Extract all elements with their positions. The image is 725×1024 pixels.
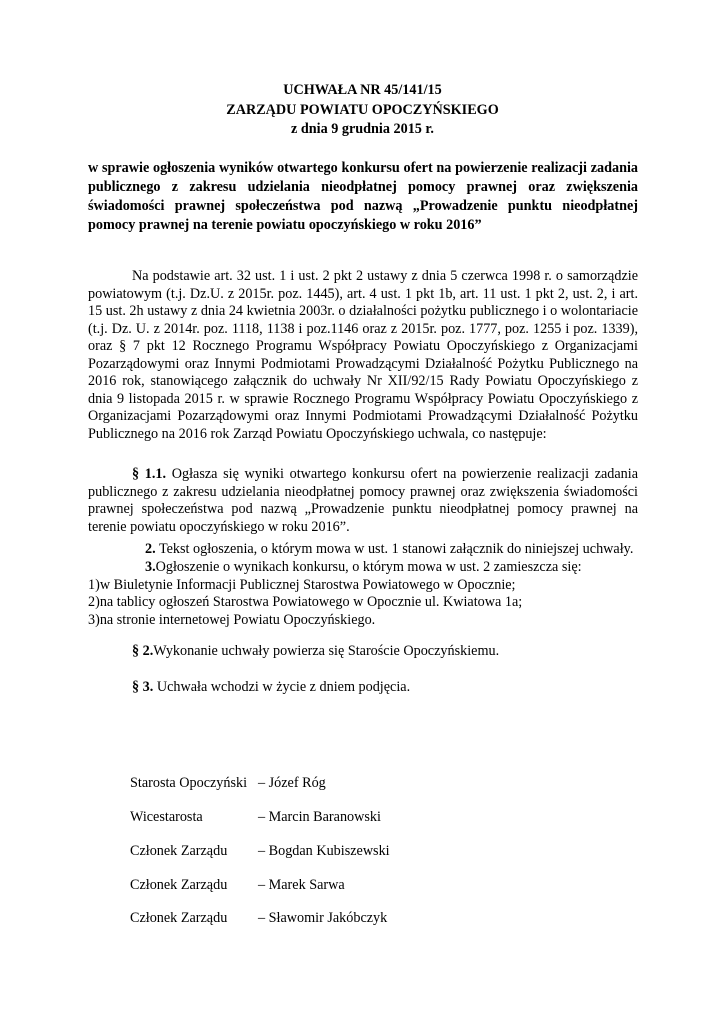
section-2-paragraph [88, 643, 692, 660]
list-item: 1)w Biuletynie Informacji Publicznej Starostwa Powiatowego w Opocznie; [88, 577, 516, 593]
section-3-text: Uchwała wchodzi w życie z dniem podjęcia. [156, 679, 411, 695]
section-2-text: Wykonanie uchwały powierza się Staroście Opoczyńskiemu. [153, 643, 500, 659]
signature-role: Członek Zarządu [130, 843, 228, 859]
signature-name: – Józef Róg [258, 775, 326, 791]
section-3-label: § 3. [132, 679, 154, 695]
resolution-number: UCHWAŁA NR 45/141/15 [283, 82, 442, 98]
issuing-body: ZARZĄDU POWIATU OPOCZYŃSKIEGO [226, 102, 499, 118]
signature-name: – Sławomir Jakóbczyk [258, 910, 388, 926]
point-2-label: 2. [145, 541, 156, 557]
signature-name: – Marcin Baranowski [258, 809, 381, 825]
legal-basis-paragraph: Na podstawie art. 32 ust. 1 i ust. 2 pkt 2 ustawy z dnia 5 czerwca 1998 r. o samorządzie powiatowym (t.j. Dz.U. z 2015r. poz. 1445), art. 4 ust. 1 pkt 1b, art. 11 ust. 1 pkt 2, ust. 2, i art. 15 ust. 2h ustawy z dnia 24 kwietnia 2003r. o działalności pożytku publicznego i o wolontariacie (t.j. Dz. U. z 2014r. poz. 1118, 1138 i poz.1146 oraz z 2015r. poz. 1777, poz. 1255 i poz. 1339), oraz § 7 pkt 12 Rocznego Programu Współpracy Powiatu Opoczyńskiego z Organizacjami Pozarządowymi oraz Innymi Podmiotami Prowadzącymi Działalność Pożytku Publicznego na 2016 rok, stanowiącego załącznik do uchwały Nr XII/92/15 Rady Powiatu Opoczyńskiego z dnia 9 listopada 2015 r. w sprawie Rocznego Programu Współpracy Powiatu Opoczyńskiego z Organizacjami Pozarządowymi oraz Innymi Podmiotami Prowadzącymi Działalność Pożytku Publicznego na 2016 rok Zarząd Powiatu Opoczyńskiego uchwala, co następuje: [88, 268, 638, 442]
section-3-paragraph [88, 679, 692, 696]
signature-role: Wicestarosta [130, 809, 203, 825]
section-1-text: Ogłasza się wyniki otwartego konkursu ofert na powierzenie realizacji zadania publicznego z zakresu udzielania nieodpłatnej pomocy prawnej oraz zwiększenia świadomości prawnej społeczeństwa pod nazwą „Prowadzenie punktu nieodpłatnej pomocy prawnej na terenie powiatu opoczyńskiego w roku 2016”. [88, 466, 639, 535]
section-1-point-3 [88, 559, 705, 576]
section-1-point-2 [88, 541, 705, 558]
list-item: 2)na tablicy ogłoszeń Starostwa Powiatowego w Opocznie ul. Kwiatowa 1a; [88, 594, 523, 610]
section-1-paragraph [88, 466, 638, 536]
section-1-label: § 1.1. [132, 466, 167, 482]
list-item: 3)na stronie internetowej Powiatu Opoczyńskiego. [88, 612, 376, 628]
signature-role: Członek Zarządu [130, 877, 228, 893]
signature-name: – Bogdan Kubiszewski [258, 843, 390, 859]
point-3-text: Ogłoszenie o wynikach konkursu, o którym mowa w ust. 2 zamieszcza się: [155, 559, 582, 575]
section-2-label: § 2. [132, 643, 154, 659]
point-2-text: Tekst ogłoszenia, o którym mowa w ust. 1 stanowi załącznik do niniejszej uchwały. [158, 541, 634, 557]
resolution-subject: w sprawie ogłoszenia wyników otwartego konkursu ofert na powierzenie realizacji zadania publicznego z zakresu udzielania nieodpłatnej pomocy prawnej oraz zwiększenia świadomości prawnej społeczeństwa pod nazwą „Prowadzenie punktu nieodpłatnej pomocy prawnej na terenie powiatu opoczyńskiego w roku 2016” [88, 160, 638, 233]
signature-role: Starosta Opoczyński [130, 775, 248, 791]
resolution-date: z dnia 9 grudnia 2015 r. [291, 121, 434, 137]
point-3-label: 3. [145, 559, 156, 575]
signature-name: – Marek Sarwa [258, 877, 345, 893]
signature-role: Członek Zarządu [130, 910, 228, 926]
